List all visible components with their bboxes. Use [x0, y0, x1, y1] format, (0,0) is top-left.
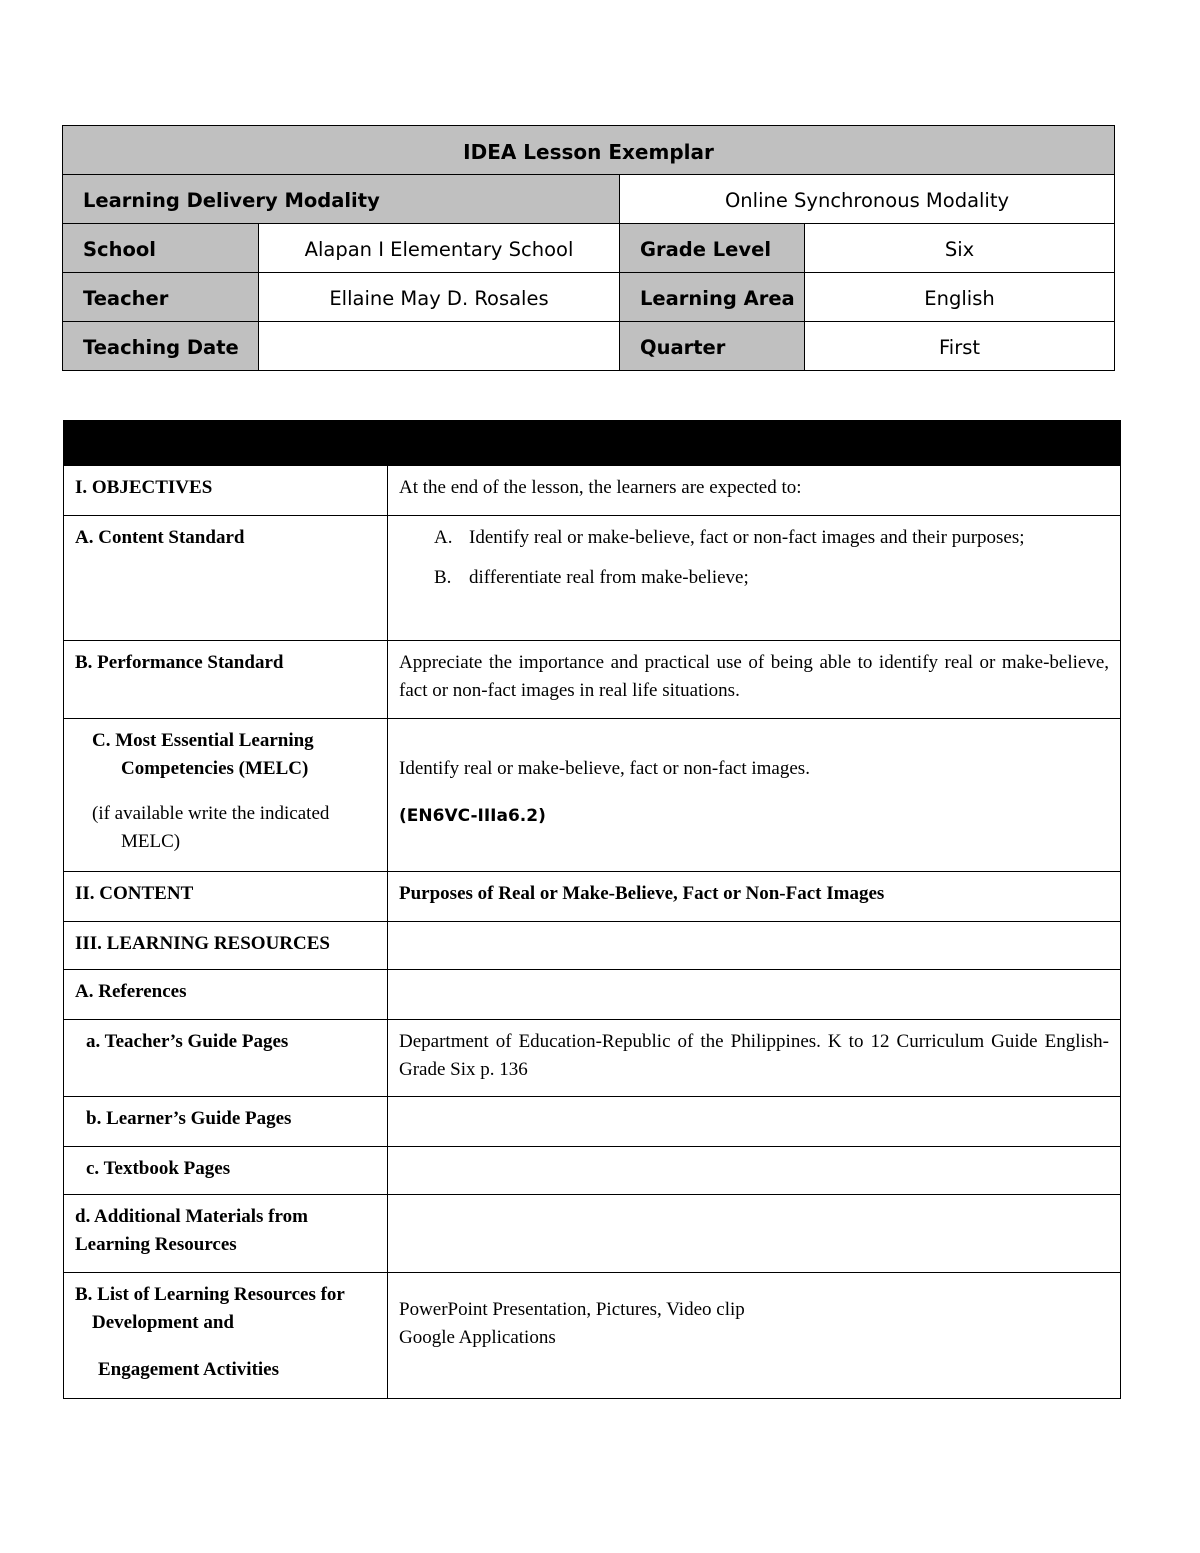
table-row: [64, 1195, 1121, 1273]
content-standard-label: A. Content Standard: [64, 516, 388, 641]
resources-list-value-2: Google Applications: [399, 1327, 556, 1348]
performance-standard-label: B. Performance Standard: [64, 641, 388, 719]
lesson-header-table: [62, 125, 1115, 371]
performance-standard-value: Appreciate the importance and practical use of being able to identify real or make-believe, fact or non-fact images in real life situations.: [388, 641, 1121, 719]
content-value: Purposes of Real or Make-Believe, Fact or Non-Fact Images: [388, 872, 1121, 922]
table-row: [64, 466, 1121, 516]
table-row: [64, 1147, 1121, 1195]
table-row: [64, 1020, 1121, 1097]
quarter-label: Quarter: [620, 322, 805, 371]
objectives-label: I. OBJECTIVES: [64, 466, 388, 516]
table-row: [64, 872, 1121, 922]
teacher-label: Teacher: [63, 273, 259, 322]
header-cell-left: [64, 421, 388, 466]
modality-value: Online Synchronous Modality: [620, 175, 1115, 224]
grade-level-label: Grade Level: [620, 224, 805, 273]
list-text: differentiate real from make-believe;: [469, 567, 749, 588]
list-text: Identify real or make-believe, fact or non-fact images and their purposes;: [469, 527, 1025, 548]
table-row: [64, 641, 1121, 719]
teacher-value: Ellaine May D. Rosales: [259, 273, 620, 322]
table-row: [64, 922, 1121, 970]
learning-resources-label: III. LEARNING RESOURCES: [64, 922, 388, 970]
teaching-date-label: Teaching Date: [63, 322, 259, 371]
additional-materials-value: [388, 1195, 1121, 1273]
table-row: [64, 719, 1121, 872]
table-row: [64, 1097, 1121, 1147]
modality-label: Learning Delivery Modality: [63, 175, 620, 224]
learners-guide-value: [388, 1097, 1121, 1147]
content-standard-value: [388, 516, 1121, 641]
resources-list-label-2: Engagement Activities: [98, 1359, 280, 1380]
exemplar-title: IDEA Lesson Exemplar: [63, 126, 1115, 175]
melc-code: (EN6VC-IIIa6.2): [399, 806, 546, 826]
table-row: [64, 516, 1121, 641]
melc-label: C. Most Essential Learning Competencies (MELC): [92, 730, 314, 779]
list-item: [399, 524, 1109, 552]
table-row: [64, 1273, 1121, 1399]
school-label: School: [63, 224, 259, 273]
table-row: [64, 970, 1121, 1020]
school-value: Alapan I Elementary School: [259, 224, 620, 273]
resources-list-value-1: PowerPoint Presentation, Pictures, Video clip: [399, 1299, 745, 1320]
additional-materials-label: d. Additional Materials from Learning Resources: [64, 1195, 388, 1273]
grade-level-value: Six: [805, 224, 1115, 273]
melc-value: Identify real or make-believe, fact or non-fact images.: [399, 758, 810, 779]
references-label: A. References: [64, 970, 388, 1020]
header-cell-right: [388, 421, 1121, 466]
lesson-plan-table: [63, 420, 1121, 1399]
melc-label-cell: [64, 719, 388, 872]
table-header-row: [64, 421, 1121, 466]
list-item: [399, 564, 1109, 592]
content-label: II. CONTENT: [64, 872, 388, 922]
learners-guide-label: b. Learner’s Guide Pages: [64, 1097, 388, 1147]
teaching-date-value: [259, 322, 620, 371]
resources-list-label-cell: [64, 1273, 388, 1399]
teachers-guide-label: a. Teacher’s Guide Pages: [64, 1020, 388, 1097]
melc-value-cell: [388, 719, 1121, 872]
resources-list-value-cell: [388, 1273, 1121, 1399]
content-standard-list: [399, 524, 1109, 592]
textbook-pages-value: [388, 1147, 1121, 1195]
list-marker: A.: [434, 527, 453, 548]
learning-area-label: Learning Area: [620, 273, 805, 322]
resources-list-label: B. List of Learning Resources for Development and: [75, 1284, 345, 1333]
learning-resources-value: [388, 922, 1121, 970]
melc-note: (if available write the indicated MELC): [92, 803, 330, 852]
references-value: [388, 970, 1121, 1020]
quarter-value: First: [805, 322, 1115, 371]
list-marker: B.: [434, 567, 452, 588]
teachers-guide-value: Department of Education-Republic of the Philippines. K to 12 Curriculum Guide English-Grade Six p. 136: [388, 1020, 1121, 1097]
textbook-pages-label: c. Textbook Pages: [64, 1147, 388, 1195]
objectives-value: At the end of the lesson, the learners are expected to:: [388, 466, 1121, 516]
learning-area-value: English: [805, 273, 1115, 322]
